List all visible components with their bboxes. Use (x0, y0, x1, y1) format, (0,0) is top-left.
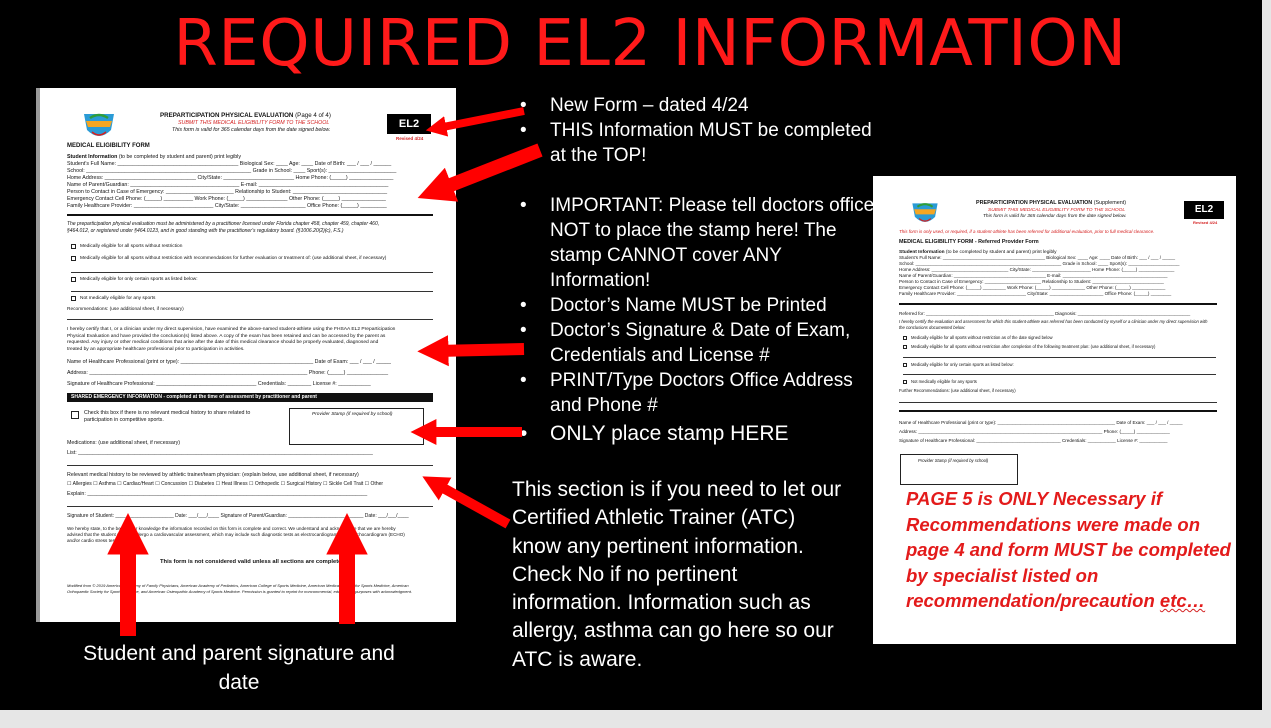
field-student-name: Student’s Full Name: _________________________________________ Biological Sex: ____ Age: ____ Date of Birth: ___ / ___ / ______ (67, 161, 392, 167)
supp-provider-address: Address: ________________________________________________________________________ Phone: (_____) _____________ (899, 429, 1170, 434)
supp-provider-signature: Signature of Healthcare Professional: _________________________________ Credentials: ___________ License #: ___________ (899, 438, 1168, 443)
supp-field-parent-name: Name of Parent/Guardian: ____________________________________ E-mail: _________________________________________ (899, 273, 1168, 278)
supp-form-name: MEDICAL ELIGIBILITY FORM - Referred Provider Form (899, 239, 1039, 245)
page5-note-tail: etc… (1159, 590, 1206, 611)
supp-header-title: PREPARTICIPATION PHYSICAL EVALUATION (Supplement) (976, 200, 1127, 206)
bullet-no-stamp: • IMPORTANT: Please tell doctors office NOT to place the stamp here! The stamp CANNOT cover ANY Information! (520, 193, 875, 293)
student-parent-signature-line: Signature of Student: _____________________ Date: ___/___/____ Signature of Parent/Guardian: ___________________________ Date: ___/___/____ (67, 513, 409, 519)
form-header-title: PREPARTICIPATION PHYSICAL EVALUATION (Page 4 of 4) (160, 112, 331, 119)
medications-label: Medications: (use additional sheet, if necessary) (67, 440, 181, 446)
el2-badge: EL2 (387, 114, 431, 134)
healthcare-professional-address: Address: __________________________________________________________________________ Phone: (_____) ______________ (67, 370, 389, 376)
no-history-label: Check this box if there is no relevant medical history to share related to participation in competitive sports. (84, 410, 251, 423)
supp-field-school: School: _________________________________________________________ Grade in School: ____ Sport(s): ____________________ (899, 261, 1180, 266)
supp-header-valid: This form is valid for 365 calendar days from the date signed below. (983, 214, 1127, 219)
healthcare-professional-name: Name of Healthcare Professional (print or type): _____________________________________________ Date of Exam: ___ / ___ / _____ (67, 359, 391, 365)
field-home-address: Home Address: _______________________________ City/State: ________________________ Home Phone: (_____) _______________ (67, 175, 394, 181)
supp-student-info-heading: Student Information (to be completed by student and parent) print legibly (899, 250, 1057, 255)
supp-eligible-all-label: Medically eligible for all sports without restriction as of the date signed below (911, 335, 1053, 340)
supp-el2-badge: EL2 (1184, 201, 1224, 219)
supp-field-family-provider: Family Healthcare Provider: ___________________________ City/State: _____________________ Office Phone: (_____) ________ (899, 291, 1172, 296)
field-school: School: ________________________________________________________ Grade in School: ____ Sport(s): _______________________ (67, 168, 397, 174)
arrow-to-badge (438, 111, 524, 128)
supp-eligible-treatment-label: Medically eligible for all sports without restriction after completion of the following treatment plan: (use additional sheet, if necessary) (911, 344, 1156, 349)
form-header-valid: This form is valid for 365 calendar days from the date signed below. (172, 127, 331, 133)
not-eligible-label: Not medically eligible for any sports (80, 296, 156, 301)
eligible-certain-label: Medically eligible for only certain sports as listed below: (80, 277, 198, 282)
medications-list: List: ____________________________________________________________________________________________________ (67, 450, 373, 456)
supp-field-home-address: Home Address: ______________________________ City/State: _______________________ Home Phone: (_____) ______________ (899, 267, 1175, 272)
bullet-complete-top: • THIS Information MUST be completed at the TOP! (520, 118, 875, 168)
form-name: MEDICAL ELIGIBILITY FORM (67, 143, 150, 149)
supp-provider-stamp-label: Provider Stamp (if required by school) (918, 458, 989, 463)
bullet-new-form: • New Form – dated 4/24 (520, 93, 875, 118)
modified-from-note: Modified from © 2019 American Academy of Family Physicians, American Academy of Pediatrics, American College of Sports Medicine, American Medical Society for Sports Medicine, American Orthopaedic Society for Sports Medicine, and American Osteopathic Academy of Sports Medicine. Permission is granted to reprint for noncommercial, educational purposes with acknowledgment. (67, 583, 412, 594)
field-family-provider: Family Healthcare Provider: ___________________________ City/State: ______________________ Office Phone: (_____) _________ (67, 203, 387, 209)
supp-field-student-name: Student’s Full Name: ________________________________________ Biological Sex: ____ Age: ____ Date of Birth: ___ / ___ / _____ (899, 255, 1176, 260)
field-emergency-contact: Person to Contact in Case of Emergency: _______________________ Relationship to Student: ________________________________ (67, 189, 388, 195)
supp-provider-name: Name of Healthcare Professional (print or type): ______________________________________________ Date of Exam: ___ / ___ / _____ (899, 420, 1183, 425)
form-header-submit: SUBMIT THIS MEDICAL ELIGIBILITY FORM TO THE SCHOOL (178, 120, 330, 126)
explain-line: Explain: _______________________________________________________________________________________________ (67, 491, 368, 497)
revised-date: Revised 4/24 (396, 136, 424, 141)
supp-only-used-note: This form is only used, or required, if a student-athlete has been referred for additional evaluation, prior to full medical clearance. (899, 229, 1155, 234)
frame-edge-right (1262, 0, 1271, 728)
arrow-to-student-info (438, 150, 540, 190)
shared-emergency-header: SHARED EMERGENCY INFORMATION - completed at the time of assessment by practitioner and parent (67, 393, 433, 402)
signature-note: Student and parent signature and date (83, 642, 395, 694)
supp-field-emergency-phone: Emergency Contact Cell Phone: (_____) _________ Work Phone: (_____) _____________ Other Phone: (_____) _____________ (899, 285, 1166, 290)
not-valid-notice: This form is not considered valid unless all sections are complete. (160, 559, 343, 565)
supp-field-emergency-contact: Person to Contact in Case of Emergency: ______________________ Relationship to Student: ____________________________ (899, 279, 1164, 284)
eligible-all-label: Medically eligible for all sports without restriction (80, 244, 183, 249)
arrow-to-provider-info (436, 349, 524, 351)
field-parent-name: Name of Parent/Guardian: _____________________________________ E-mail: ____________________________________________ (67, 182, 389, 188)
student-info-heading: Student Information (to be completed by student and parent) print legibly (67, 154, 242, 160)
atc-section-note: This section is if you need to let our Certified Athletic Trainer (ATC) know any pertinent information. Check No if no pertinent information. Information such as allergy, asthma can go here so our ATC is aware. (512, 478, 842, 671)
arrow-to-medical-history (436, 484, 508, 524)
bullet-office-address: • PRINT/Type Doctors Office Address and Phone # (520, 368, 875, 418)
supp-eligible-certain-label: Medically eligible for only certain sports as listed below: (911, 362, 1014, 367)
conditions-checklist: ☐ Allergies ☐ Asthma ☐ Cardiac/Heart ☐ Concussion ☐ Diabetes ☐ Heat Illness ☐ Orthopedic ☐ Surgical History ☐ Sickle Cell Trait ☐ Other (67, 481, 384, 487)
frame-edge-bottom (0, 710, 1271, 728)
slide-title: REQUIRED EL2 INFORMATION (173, 7, 1127, 81)
relevant-history-label: Relevant medical history to be reviewed by athletic trainer/team physician: (explain below, use additional sheet, if necessary) (67, 472, 359, 478)
supp-not-eligible-label: Not medically eligible for any sports (911, 379, 977, 384)
certification-text: I hereby certify that I, or a clinician under my direct supervision, have examined the above-named student-athlete using the FHSAA EL2 Preparticipation Physical Evaluation and have provided the conclusion(s) listed above. A copy of the exam has been retained and can be accessed by the parent as requested. Any injury or other medical conditions that arise after the date of this medical clearance should be properly evaluated, diagnosed and treated by an appropriate healthcare professional prior to participation in activities. (67, 327, 396, 352)
supp-header-submit: SUBMIT THIS MEDICAL ELIGIBILITY FORM TO THE SCHOOL (988, 208, 1126, 213)
provider-stamp-label: Provider Stamp (if required by school) (312, 412, 393, 417)
supp-further-recommendations: Further Recommendations: (use additional sheet, if necessary) (899, 388, 1016, 393)
page5-note: PAGE 5 is ONLY Necessary if Recommendations were made on page 4 and form MUST be completed by specialist listed on recommendation/precaution etc… (906, 488, 1231, 611)
supp-certify-text: I hereby certify the evaluation and assessment for which this student-athlete was referred has been conducted by myself or a clinician under my direct supervision with the conclusions documented below: (899, 319, 1208, 330)
agreement-text: We hereby state, to the best of our knowledge the information recorded on this form is complete and correct. We understand and acknowledge that we are hereby advised that the student should undergo a cardiovascular assessment, which may include such diagnostic tests as electrocardiogram (ECG), echocardiogram (ECHO) and/or cardio stress test. (67, 526, 405, 543)
recommendations-label: Recommendations: (use additional sheet, if necessary) (67, 307, 184, 312)
eligible-recommendations-label: Medically eligible for all sports without restriction with recommendations for further evaluation or treatment of: (use additional sheet, if necessary) (80, 256, 387, 261)
healthcare-professional-signature: Signature of Healthcare Professional: __________________________________ Credentials: ________ License #: ___________ (67, 381, 371, 387)
supp-revised-date: Revised 4/24 (1193, 220, 1218, 225)
admin-note: The preparticipation physical evaluation must be administered by a practitioner licensed under Florida chapter 458, chapter 459, chapter 460, §464.012, or registered under §464.0123, and in good standing with the practitioner’s regulatory board. (§1006.20(2)(c), F.S.) (67, 221, 380, 234)
field-emergency-phone: Emergency Contact Cell Phone: (_____) __________ Work Phone: (_____) ______________ Other Phone: (_____) _______________ (67, 196, 386, 202)
bullet-doctor-name: • Doctor’s Name MUST be Printed (520, 293, 875, 318)
bullet-stamp-here: • ONLY place stamp HERE (520, 419, 875, 448)
bullet-doctor-signature: • Doctor’s Signature & Date of Exam, Credentials and License # (520, 318, 875, 368)
supp-referred-for: Referred for: __________________________________________________ Diagnosis: ____________________________________________ (899, 311, 1191, 316)
